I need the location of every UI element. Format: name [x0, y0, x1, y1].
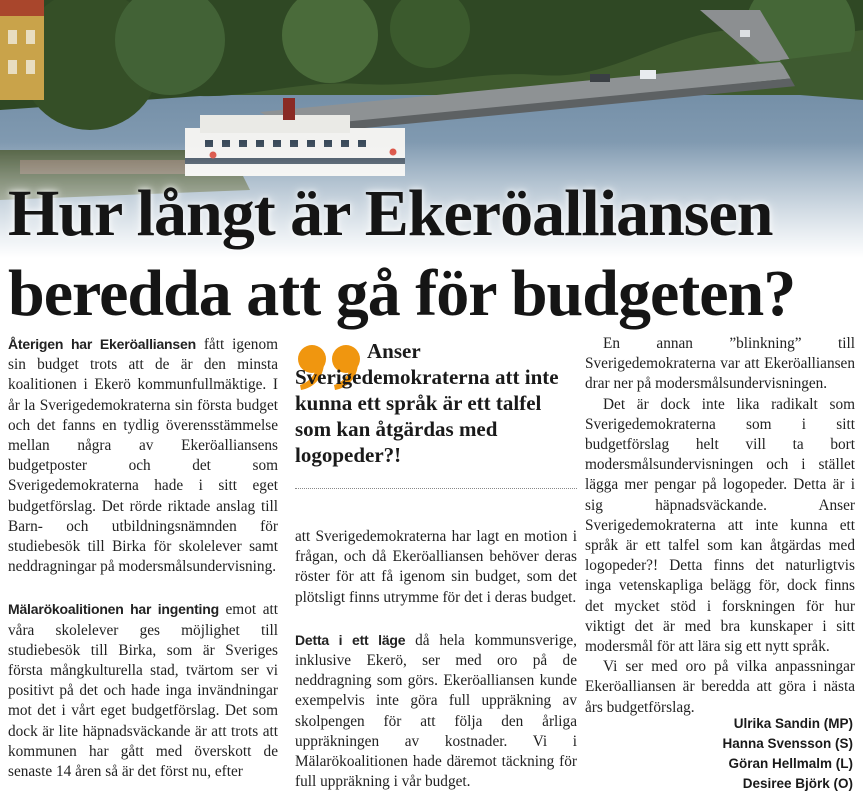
paragraph-body: fått igenom sin budget trots att de är den minsta koalitionen i Ekerö kommunfullmäktige. I år la Sverigedemokraterna sin första budget och det fanns en tydlig överensstämmelse mellan några av Ekeröalliansens budgetposter och det som Sverigedemokraterna hade i sitt eget budgetförslag. Det rörde riktade anslag till Barn- och utbildningsnämnden för studiebesök till Birka för skolelever samt neddragningar på modersmålsundervisning. [8, 336, 279, 576]
signature-list [593, 714, 853, 794]
headline-line-2: beredda att gå för budgeten? [8, 257, 796, 330]
column-2 [295, 527, 577, 792]
signature: Hanna Svensson (S) [722, 736, 853, 751]
paragraph-lead: Detta i ett läge [295, 631, 406, 648]
headline-line-1: Hur långt är Ekeröalliansen [8, 177, 773, 250]
signature: Göran Hellmalm (L) [728, 756, 853, 771]
paragraph: Vi ser med oro på vilka anpassningar Ekeröalliansen är beredda att göra i nästa års budgetförslag. [585, 658, 855, 716]
paragraph: att Sverigedemokraterna har lagt en motion i frågan, och då Ekeröalliansen behöver deras röster för att få igenom sin budget, som det plötsligt finns utrymme för det i deras budget. [295, 528, 577, 606]
paragraph: En annan ”blinkning” till Sverigedemokraterna var att Ekeröalliansen drar ner på modersmålsundervisningen. [585, 335, 855, 393]
paragraph [8, 334, 278, 577]
paragraph-body: emot att våra skolelever ges möjlighet till studiebesök till Birka, som är Sveriges första mångkulturella stad, tvärtom ser vi positivt på det och hade inga invändningar mot det i vårt eget budgetförslag. Det som dock är lite häpnadsväckande är att trots att kommunen har gått med överskott de senaste 14 åren så är det först nu, efter [8, 601, 278, 781]
paragraph-lead: Mälarökoalitionen har ingenting [8, 601, 219, 618]
pull-quote [295, 338, 577, 489]
signature: Ulrika Sandin (MP) [733, 716, 853, 731]
paragraph [295, 630, 577, 793]
signature: Desiree Björk (O) [742, 776, 853, 791]
paragraph-body: då hela kommunsverige, inklusive Ekerö, ser med oro på de neddragning som görs. Ekeröalliansen kunde exempelvis inte göra full uppräkning av skolpengen för att följa den årliga uppräkningen av kostnader. Vi i Mälarökoalitionen hade däremot täckning för full uppräkning i vår budget. [295, 631, 577, 791]
pull-quote-text: Anser Sverigedemokraterna att inte kunna ett språk är ett talfel som kan åtgärdas med logopeder?! [295, 339, 559, 467]
paragraph: Det är dock inte lika radikalt som Sverigedemokraterna som i sitt budgetförslag helt vill ta bort modersmålsundervisningen och i stället lägga mer pengar på logopeder. Detta är i sig häpnadsväckande. Anser Sverigedemokraterna att inte kunna ett språk är ett talfel som kan åtgärdas med logopeder?! Detta finns det naturligtvis inga vetenskapliga belägg för, dock finns det mycket stöd i forskningen för hur viktigt det är med bra kunskaper i sitt modersmål för att lära sig ett nytt språk. [585, 395, 855, 656]
column-3 [585, 334, 855, 718]
paragraph-lead: Återigen har Ekeröalliansen [8, 336, 196, 352]
column-1 [8, 334, 278, 782]
paragraph [8, 599, 278, 782]
